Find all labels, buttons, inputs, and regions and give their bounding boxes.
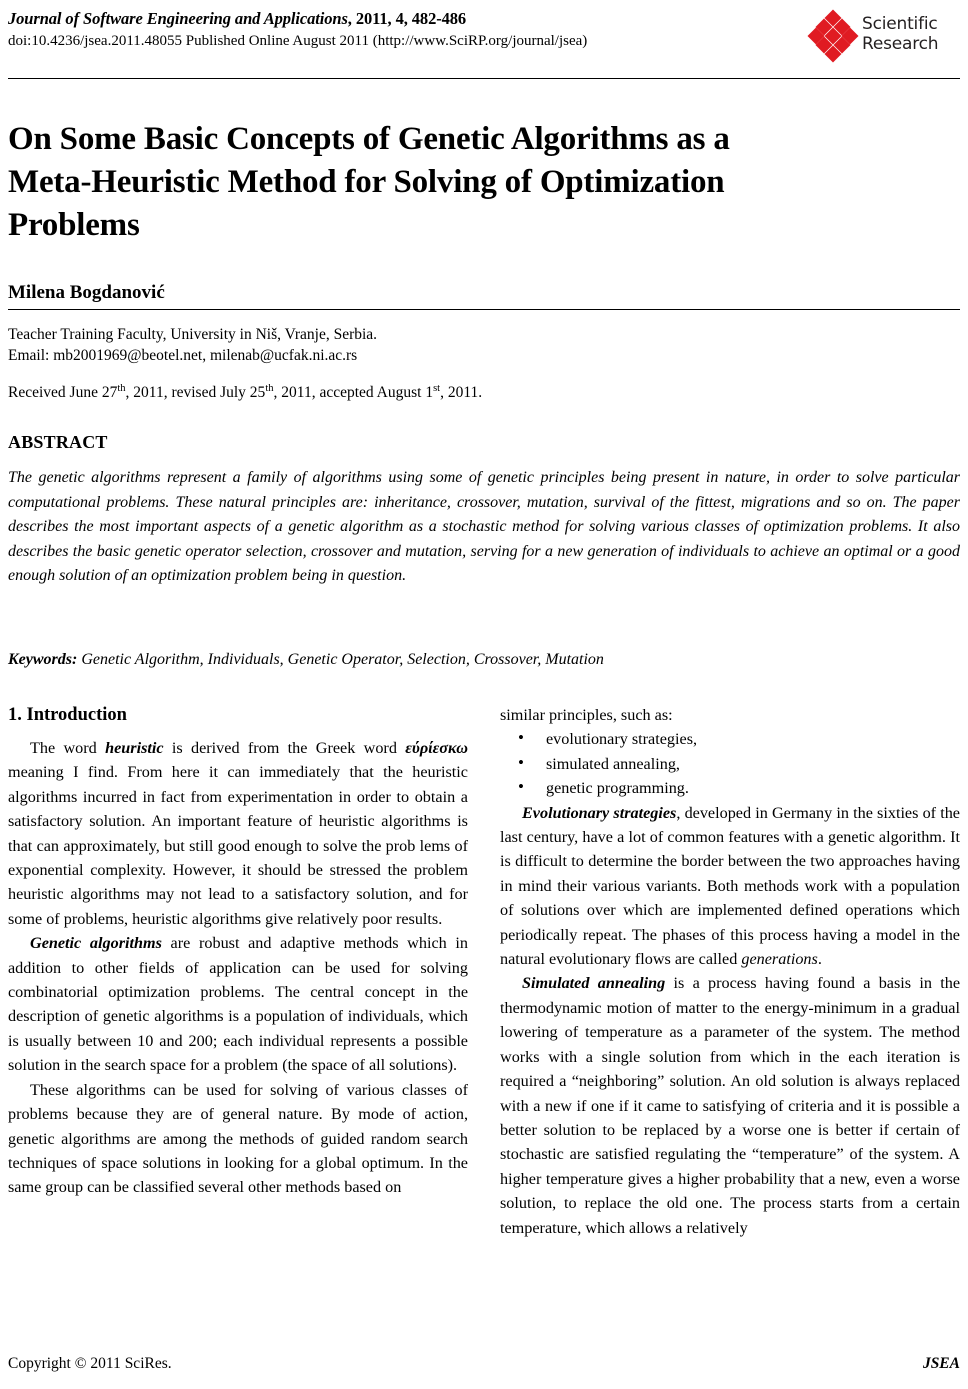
term-evolutionary-strategies: Evolutionary strategies <box>522 803 677 822</box>
abstract-heading: ABSTRACT <box>8 432 108 452</box>
section-heading-introduction: 1. Introduction <box>8 705 127 725</box>
para1-seg-a: The word <box>30 739 106 757</box>
masthead <box>8 8 960 70</box>
logo-line-scientific: Scientific <box>862 14 938 34</box>
paragraph-genetic-algorithms <box>8 931 468 1077</box>
para2-body: are robust and adaptive methods which in addition to other fields of application can be used for solving combinatorial optimization problems. The central concept in the description of genetic algorithms is a population of individuals, which is usually between 10 and 200; each individual represents a possible solution in the search space for a problem (the space of all solutions). <box>8 934 469 1075</box>
paragraph-these-algorithms: These algorithms can be used for solving of various classes of problems because they are of general nature. By mode of action, genetic algorithms are among the methods of guided random search techniques of space solutions in looking for a global optimum. In the same group can be classified several other methods based on <box>8 1080 468 1197</box>
ordinal-suffix-1: th <box>117 382 126 394</box>
keywords-list: Genetic Algorithm, Individuals, Genetic Operator, Selection, Crossover, Mutation <box>81 651 604 668</box>
para-sa-body: is a process having found a basis in the thermodynamic motion of matter to the energy-minimum in a gradual lowering of temperature as a parameter of the system. The method works with a single solution from which in the each iteration is required a “neighboring” solution. An old solution is always replaced with a new if one if it came to satisfying of criteria and it is possible a better solution to be replaced by a worse one is better if certain of stochastic are satisfied regulating the “temperature” of the system. A higher temperature gives a higher probability that a new, even a worse solution, to replace the old one. The process starts from a certain temperature, which allows a relatively <box>500 974 960 1237</box>
keywords-label: Keywords <box>8 651 72 668</box>
term-genetic-algorithms: Genetic algorithms <box>30 934 162 953</box>
doi-line: doi:10.4236/jsea.2011.48055 Published Online August 2011 (http://www.SciRP.org/journal/jsea) <box>8 33 588 49</box>
scientific-research-logo <box>810 8 960 60</box>
para-es-tail: . <box>817 950 822 969</box>
term-heuristic: heuristic <box>105 739 164 757</box>
keywords-line <box>8 648 960 672</box>
page-title: On Some Basic Concepts of Genetic Algorithms as a Meta-Heuristic Method for Solving of Optimization Problems <box>8 121 730 244</box>
page-footer <box>8 1353 960 1375</box>
journal-volume-pages: , 2011, 4, 482-486 <box>347 9 467 28</box>
affiliation-line: Teacher Training Faculty, University in Niš, Vranje, Serbia. <box>8 326 378 343</box>
term-generations: generations <box>741 950 818 969</box>
received-prefix: Received June 27 <box>8 384 118 401</box>
abstract-text: The genetic algorithms represent a family of algorithms using some of genetic principles being present in nature, in order to solve particular computational problems. These natural principles are: inheritance, crossover, mutation, survival of the fittest, migrations and so on. The paper describes the most important aspects of a genetic algorithm as a stochastic method for solving various classes of optimization problems. It also describes the basic genetic operator selection, crossover and mutation, serving for a new generation of individuals to achieve an optimal or a good enough solution of an optimization problem being in question. <box>8 469 960 585</box>
author-name: Milena Bogdanović <box>8 282 165 303</box>
journal-abbreviation: JSEA <box>922 1355 960 1372</box>
principles-bullet-list <box>500 727 960 800</box>
paragraph-similar-principles: similar principles, such as: <box>500 706 673 724</box>
greek-word-eurisko: εύρίεσκω <box>405 739 468 757</box>
journal-title: Journal of Software Engineering and Applications <box>8 9 348 28</box>
paragraph-evolutionary-strategies <box>500 801 960 972</box>
keywords-separator: : <box>72 651 82 668</box>
term-simulated-annealing: Simulated annealing <box>522 974 666 993</box>
list-item: • genetic programming. <box>500 776 960 800</box>
revised-text: , 2011, revised July 25 <box>125 384 266 401</box>
logo-wordmark <box>862 14 938 54</box>
left-column <box>8 703 468 1200</box>
para1-seg-c: is derived from the Greek word <box>163 739 406 757</box>
list-item: • simulated annealing, <box>500 752 960 776</box>
email-line: Email: mb2001969@beotel.net, milenab@ucfak.ni.ac.rs <box>8 347 358 364</box>
paragraph-simulated-annealing <box>500 971 960 1239</box>
right-column <box>500 703 960 1240</box>
list-item: • evolutionary strategies, <box>500 727 960 751</box>
affiliation-block <box>8 324 377 366</box>
accepted-text: , 2011, accepted August 1 <box>273 384 434 401</box>
received-dates-line <box>8 382 482 403</box>
diamond-cluster-icon <box>810 11 856 57</box>
para-es-body: , developed in Germany in the sixties of the last century, have a lot of common features with a genetic algorithm. It is difficult to determine the border between the two approaches having in mind their various variants. Both methods work with a population of solutions over which are implemented defined operations which periodically repeat. The phases of this process having a model in the natural evolutionary flows are called <box>500 803 960 969</box>
body-columns <box>8 703 960 1323</box>
copyright-notice: Copyright © 2011 SciRes. <box>8 1355 172 1372</box>
paragraph-heuristic <box>8 736 468 931</box>
author-divider <box>8 309 960 310</box>
ordinal-suffix-2: th <box>265 382 274 394</box>
header-divider <box>8 78 960 79</box>
dates-tail: , 2011. <box>440 384 483 401</box>
para1-seg-d: meaning I find. From here it can immediately that the heuristic algorithms incurred in fact from experimentation in order to obtain a satisfactory solution. An important feature of heuristic algorithms is that can approximately, but still good enough to solve the prob lems of exponential complexity. However, it should be stressed the problem heuristic algorithms may not lead to a satisfactory solution, and for some of problems, heuristic algorithms give relatively poor results. <box>8 763 468 928</box>
ordinal-suffix-3: st <box>433 382 441 394</box>
logo-line-research: Research <box>862 34 939 54</box>
